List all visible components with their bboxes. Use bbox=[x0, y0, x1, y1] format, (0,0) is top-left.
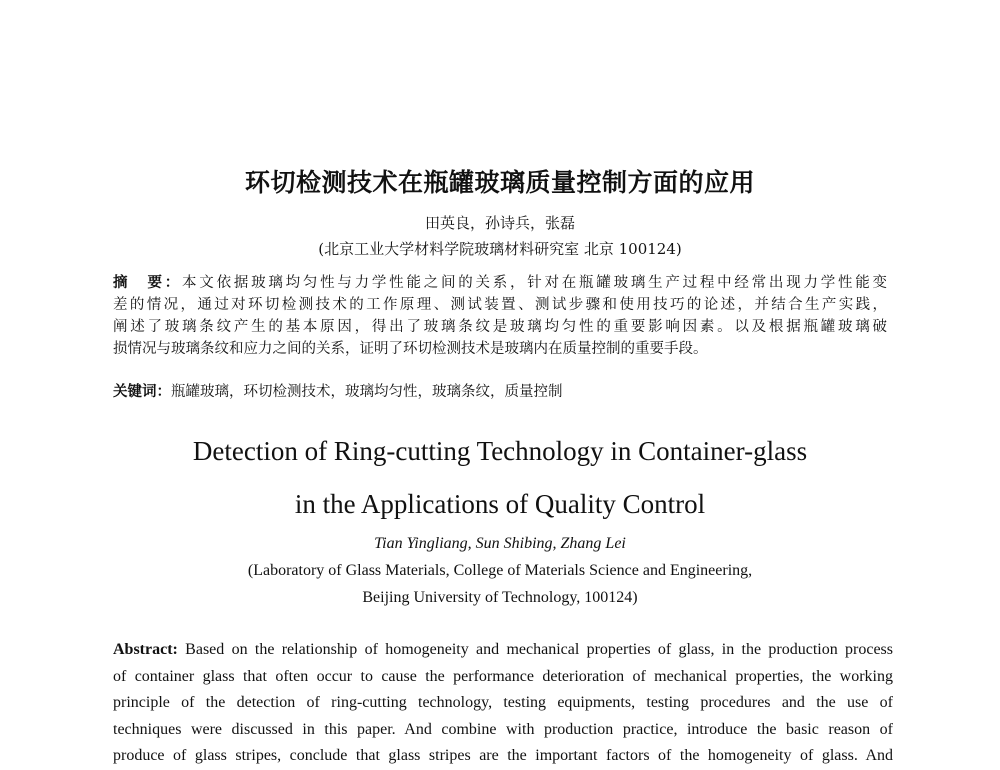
english-affiliation-line-2: Beijing University of Technology, 100124) bbox=[362, 589, 638, 606]
english-abstract-line: techniques were discussed in this paper. And combine with production practice, introduce the basic reason of bbox=[113, 720, 893, 738]
chinese-keywords-label: 关键词： bbox=[113, 383, 171, 400]
chinese-abstract-line: 差的情况，通过对环切检测技术的工作原理、测试装置、测试步骤和使用技巧的论述，并结合生产实践， bbox=[113, 297, 887, 313]
chinese-abstract-text: 本文依据玻璃均匀性与力学性能之间的关系，针对在瓶罐玻璃生产过程中经常出现力学性能变 bbox=[182, 275, 887, 291]
chinese-abstract-line: 损情况与玻璃条纹和应力之间的关系，证明了环切检测技术是玻璃内在质量控制的重要手段。 bbox=[113, 341, 708, 357]
chinese-keywords bbox=[113, 381, 887, 403]
english-abstract-line bbox=[113, 637, 893, 664]
english-abstract-line: produce of glass stripes, conclude that glass stripes are the important factors of the homogeneity of glass. And bbox=[113, 747, 893, 764]
english-abstract-label: Abstract: bbox=[113, 641, 178, 658]
chinese-abstract-line: 阐述了玻璃条纹产生的基本原因，得出了玻璃条纹是玻璃均匀性的重要影响因素。以及根据瓶罐玻璃破 bbox=[113, 319, 887, 335]
english-abstract-line: of container glass that often occur to cause the performance deterioration of mechanical properties, the working bbox=[113, 667, 893, 685]
english-affiliation-line-1: (Laboratory of Glass Materials, College of Materials Science and Engineering, bbox=[247, 562, 753, 579]
english-title-line-2: in the Applications of Quality Control bbox=[294, 489, 706, 519]
chinese-title: 环切检测技术在瓶罐玻璃质量控制方面的应用 bbox=[244, 168, 755, 197]
english-title-line-1: Detection of Ring-cutting Technology in Container-glass bbox=[192, 436, 808, 466]
chinese-authors: 田英良，孙诗兵，张磊 bbox=[424, 214, 575, 232]
english-abstract-text: Based on the relationship of homogeneity and mechanical properties of glass, in the production process bbox=[177, 641, 893, 658]
chinese-abstract bbox=[113, 272, 887, 360]
english-abstract bbox=[113, 637, 893, 770]
chinese-abstract-line bbox=[113, 272, 887, 294]
chinese-keywords-text: 瓶罐玻璃，环切检测技术，玻璃均匀性，玻璃条纹，质量控制 bbox=[171, 384, 563, 400]
english-abstract-line: principle of the detection of ring-cutting technology, testing equipments, testing procedures and the use of bbox=[113, 694, 893, 711]
english-authors: Tian Yingliang, Sun Shibing, Zhang Lei bbox=[374, 535, 626, 552]
chinese-affiliation: (北京工业大学材料学院玻璃材料研究室 北京 100124) bbox=[318, 240, 682, 258]
chinese-abstract-label: 摘 要： bbox=[113, 274, 183, 291]
